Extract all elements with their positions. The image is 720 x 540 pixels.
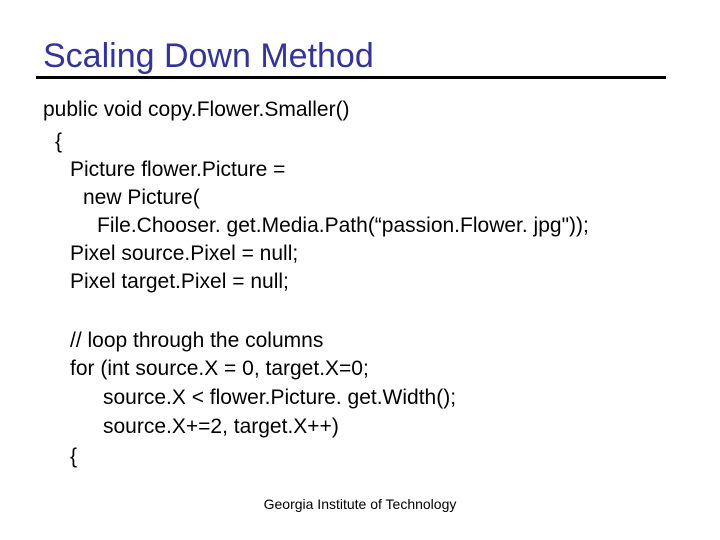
code-line: Picture flower.Picture = xyxy=(70,158,286,181)
code-line: source.X+=2, target.X++) xyxy=(103,415,339,438)
code-line: { xyxy=(55,130,63,153)
code-line: { xyxy=(70,445,78,468)
code-line: // loop through the columns xyxy=(70,329,324,352)
code-line: Pixel source.Pixel = null; xyxy=(70,242,299,265)
code-line: source.X < flower.Picture. get.Width(); xyxy=(103,386,457,409)
slide-footer: Georgia Institute of Technology xyxy=(263,496,457,512)
code-line: File.Chooser. get.Media.Path(“passion.Flower. jpg")); xyxy=(97,214,589,237)
code-line: for (int source.X = 0, target.X=0; xyxy=(70,357,369,380)
code-line: Pixel target.Pixel = null; xyxy=(70,270,289,293)
code-line: new Picture( xyxy=(83,186,200,209)
slide-title: Scaling Down Method xyxy=(43,37,374,75)
code-line: public void copy.Flower.Smaller() xyxy=(43,98,350,121)
title-underline xyxy=(36,76,666,79)
